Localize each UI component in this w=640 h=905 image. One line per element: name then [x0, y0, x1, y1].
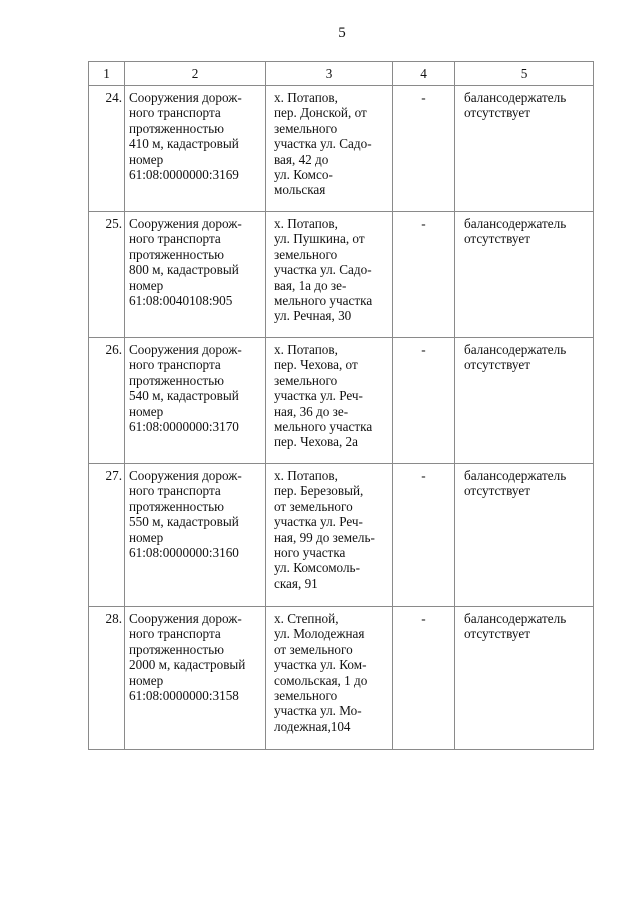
- object-line: 61:08:0000000:3169: [129, 167, 239, 183]
- holder-line: балансодержатель: [464, 468, 567, 483]
- row-number: 24.: [89, 86, 125, 212]
- header-cell-3: 3: [266, 62, 393, 86]
- object-line: 61:08:0040108:905: [129, 293, 233, 309]
- object-line: ного транспорта: [129, 231, 221, 247]
- object-location: [266, 86, 393, 212]
- balance-holder: [455, 86, 594, 212]
- object-line: 800 м, кадастровый: [129, 262, 239, 278]
- object-line: протяженностью: [129, 120, 225, 136]
- location-line: земельного: [274, 688, 338, 704]
- location-line: участка ул. Садо-: [274, 262, 372, 278]
- table-row: [89, 212, 594, 338]
- holder-line: отсутствует: [464, 483, 530, 499]
- object-line: 61:08:0000000:3158: [129, 688, 239, 704]
- location-line: х. Потапов,: [274, 342, 338, 357]
- location-line: пер. Чехова, от: [274, 357, 358, 373]
- object-line: номер: [129, 672, 164, 688]
- object-location: [266, 607, 393, 750]
- object-line: номер: [129, 151, 164, 167]
- location-line: вая, 42 до: [274, 151, 329, 167]
- location-line: ная, 99 до земель-: [274, 529, 375, 545]
- balance-holder: [455, 338, 594, 464]
- object-description: [125, 338, 266, 464]
- object-description: [125, 607, 266, 750]
- object-line: Сооружения дорож-: [129, 342, 242, 357]
- location-line: земельного: [274, 246, 338, 262]
- holder-line: отсутствует: [464, 626, 530, 642]
- location-line: мольская: [274, 182, 326, 198]
- location-line: х. Потапов,: [274, 90, 338, 105]
- object-line: 540 м, кадастровый: [129, 388, 239, 404]
- object-line: Сооружения дорож-: [129, 468, 242, 483]
- holder-line: балансодержатель: [464, 90, 567, 105]
- object-line: номер: [129, 403, 164, 419]
- column-4-value: -: [393, 607, 455, 750]
- location-line: участка ул. Мо-: [274, 703, 362, 719]
- location-line: х. Потапов,: [274, 216, 338, 231]
- location-line: пер. Донской, от: [274, 105, 367, 121]
- location-line: от земельного: [274, 498, 353, 514]
- column-4-value: -: [393, 212, 455, 338]
- row-number: 27.: [89, 464, 125, 607]
- object-line: Сооружения дорож-: [129, 216, 242, 231]
- location-line: земельного: [274, 120, 338, 136]
- row-number: 28.: [89, 607, 125, 750]
- row-number: 25.: [89, 212, 125, 338]
- page-number: 5: [338, 25, 346, 41]
- object-line: 2000 м, кадастровый: [129, 657, 246, 673]
- header-row: [89, 62, 594, 86]
- object-location: [266, 338, 393, 464]
- location-line: участка ул. Реч-: [274, 514, 363, 530]
- object-description: [125, 212, 266, 338]
- column-4-value: -: [393, 338, 455, 464]
- object-line: номер: [129, 277, 164, 293]
- object-line: 550 м, кадастровый: [129, 514, 239, 530]
- table-row: [89, 86, 594, 212]
- header-cell-4: 4: [393, 62, 455, 86]
- object-line: протяженностью: [129, 641, 225, 657]
- holder-line: балансодержатель: [464, 611, 567, 626]
- location-line: земельного: [274, 372, 338, 388]
- location-line: ного участка: [274, 545, 346, 561]
- holder-line: отсутствует: [464, 357, 530, 373]
- balance-holder: [455, 607, 594, 750]
- location-line: х. Степной,: [274, 611, 339, 626]
- header-cell-1: 1: [89, 62, 125, 86]
- holder-line: балансодержатель: [464, 342, 567, 357]
- column-4-value: -: [393, 464, 455, 607]
- holder-line: отсутствует: [464, 231, 530, 247]
- object-location: [266, 212, 393, 338]
- location-line: мельного участка: [274, 293, 373, 309]
- object-line: Сооружения дорож-: [129, 611, 242, 626]
- location-line: участка ул. Садо-: [274, 136, 372, 152]
- location-line: пер. Чехова, 2а: [274, 434, 358, 450]
- location-line: ул. Пушкина, от: [274, 231, 365, 247]
- object-line: ного транспорта: [129, 626, 221, 642]
- location-line: от земельного: [274, 641, 353, 657]
- object-line: 410 м, кадастровый: [129, 136, 239, 152]
- table-row: [89, 338, 594, 464]
- object-line: ного транспорта: [129, 105, 221, 121]
- location-line: ул. Комсо-: [274, 167, 333, 183]
- object-description: [125, 464, 266, 607]
- object-line: ного транспорта: [129, 357, 221, 373]
- object-description: [125, 86, 266, 212]
- object-line: 61:08:0000000:3160: [129, 545, 239, 561]
- location-line: участка ул. Реч-: [274, 388, 363, 404]
- location-line: ул. Речная, 30: [274, 308, 352, 324]
- column-4-value: -: [393, 86, 455, 212]
- location-line: участка ул. Ком-: [274, 657, 367, 673]
- object-line: протяженностью: [129, 246, 225, 262]
- holder-line: балансодержатель: [464, 216, 567, 231]
- location-line: лодежная,104: [274, 718, 351, 734]
- object-line: протяженностью: [129, 498, 225, 514]
- location-line: пер. Березовый,: [274, 483, 364, 499]
- object-line: протяженностью: [129, 372, 225, 388]
- location-line: ул. Молодежная: [274, 626, 365, 642]
- header-cell-2: 2: [125, 62, 266, 86]
- object-line: Сооружения дорож-: [129, 90, 242, 105]
- object-line: ного транспорта: [129, 483, 221, 499]
- location-line: х. Потапов,: [274, 468, 338, 483]
- balance-holder: [455, 212, 594, 338]
- table-row: [89, 607, 594, 750]
- location-line: ная, 36 до зе-: [274, 403, 349, 419]
- location-line: ул. Комсомоль-: [274, 560, 360, 576]
- holder-line: отсутствует: [464, 105, 530, 121]
- location-line: сомольская, 1 до: [274, 672, 368, 688]
- location-line: вая, 1а до зе-: [274, 277, 347, 293]
- object-location: [266, 464, 393, 607]
- location-line: мельного участка: [274, 419, 373, 435]
- object-line: 61:08:0000000:3170: [129, 419, 239, 435]
- balance-holder: [455, 464, 594, 607]
- table-row: [89, 464, 594, 607]
- registry-table: [88, 61, 594, 750]
- object-line: номер: [129, 529, 164, 545]
- location-line: ская, 91: [274, 575, 318, 591]
- header-cell-5: 5: [455, 62, 594, 86]
- row-number: 26.: [89, 338, 125, 464]
